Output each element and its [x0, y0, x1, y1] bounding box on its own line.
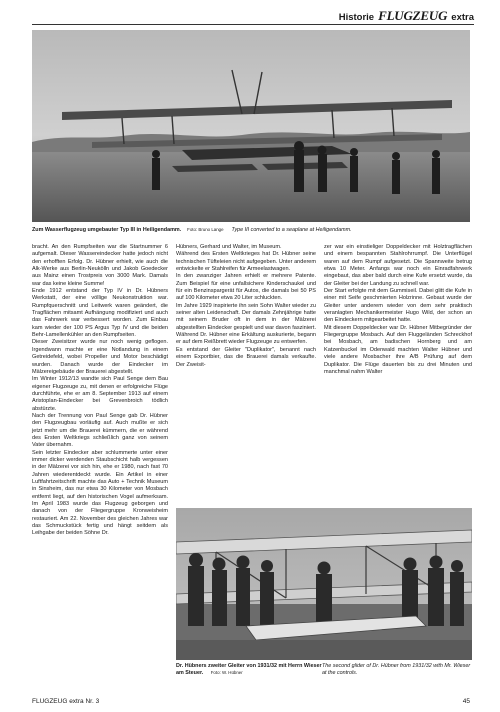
photo2-caption-de: Dr. Hübners zweiter Gleiter von 1931/32 mit Herrn Wieser am Steuer.: [176, 663, 322, 676]
paragraph: bracht. An den Rumpfseiten war die Startnummer 6 aufgemalt. Dieser Wassereindecker hatte jedoch nicht den erhofften Erfolg. Dr. Hübner erhielt, wie auch die Alk-Werke aus Berlin-Neukölln und Jakob Goedecker aus Mainz einen Trostpreis von 3000 Mark. Damals war das keine kleine Summe!: [32, 244, 168, 287]
photo2-caption: [176, 663, 472, 676]
text-column-3: [324, 244, 472, 376]
paragraph: Im Winter 1912/13 wandte sich Paul Senge dem Bau eigener Flugzeuge zu, mit denen er erfolgreiche Flüge durchführte, ehe er am 8. September 1913 auf einem Aristoplan-Eindecker bei Grevenbroich tödlich abstürzte.: [32, 376, 168, 412]
photo-seaplane: [32, 30, 470, 222]
photo-glider: [176, 508, 472, 660]
photo2-caption-en: The second glider of Dr. Hübner from 1931/32 with Mr. Wieser at the controls.: [322, 663, 471, 676]
paragraph: Im Jahre 1929 inspirierte ihn sein Sohn Walter wieder zu seiner alten Leidenschaft. Der damals Zehnjährige hatte mit seinem Bruder oft in dem in der Mälzerei abgestellten Eindecker gespielt und war davon fasziniert. Während Dr. Hübner eine Erkältung auskurierte, begann er auf dem Reißbrett wieder Flugzeuge zu entwerfen.: [176, 302, 316, 346]
brand-logo: FLUGZEUG: [378, 8, 448, 23]
paragraph: Während des Ersten Weltkrieges hat Dr. Hübner seine technischen Tüfteleien nicht aufgegeben. Unter anderem entwickelte er Stahlreifen für Armeelastwagen.: [176, 251, 316, 273]
photo2-caption-left: [176, 663, 322, 676]
paragraph: Dieser Zweisitzer wurde nur noch wenig geflogen. Irgendwann machte er eine Notlandung in einem Getreidefeld, wobei Propeller und Motor beschädigt wurden. Danach wurde der Eindecker im Mälzereigebäude der Brauerei abgestellt.: [32, 339, 168, 375]
page-number: 45: [462, 698, 470, 705]
header-rule: [32, 24, 474, 25]
paragraph: Mit diesem Doppeldecker war Dr. Hübner Mitbegründer der Fliegergruppe Mosbach. Auf den Fluggeländen Schreckhof bei Mosbach, am badischen Hornberg und am Katzenbuckel im Odenwald machten Walter Hübner und viele andere Mosbacher ihre A/B Prüfung auf dem Duplikator. Die Flüge dauerten bis zu drei Minuten und manchmal nahm Walter: [324, 324, 472, 375]
paragraph: Sein letzter Eindecker aber schlummerte unter einer immer dicker werdenden Staubschicht halb vergessen in der Mälzerei vor sich hin, ehe er 1980, nach fast 70 Jahren wiederentdeckt wurde. Ein Artikel in einer Luftfahrtzeitschrift machte das Auto + Technik Museum in Sinsheim, das nur etwa 30 Kilometer von Mosbach entfernt liegt, auf den historischen Vogel aufmerksam. Im April 1983 wurde das Flugzeug geborgen und danach von der Fliegergruppe Kronweisheim restauriert. Am 22. November des gleichen Jahres war das Schmuckstück fertig und hängt seitdem als Leihgabe der beiden Söhne Dr.: [32, 449, 168, 537]
section-label: Historie: [338, 12, 375, 23]
brand-tag: extra: [451, 12, 474, 23]
seaplane-photo-illustration: [32, 30, 470, 222]
page-header: [339, 8, 474, 24]
photo1-credit: Foto: Bruno Lange: [187, 227, 224, 232]
text-column-2: [176, 244, 316, 369]
photo2-credit: Foto: W. Hübner: [210, 669, 243, 675]
paragraph: Nach der Trennung von Paul Senge gab Dr. Hübner den Flugzeugbau vorläufig auf. Auch mußte er sich jetzt mehr um die Brauerei kümmern, die er während des Ersten Weltkriegs schließlich ganz von seinem Vater übernahm.: [32, 412, 168, 449]
photo1-caption-en: Type III converted to a seaplane at Heiligendamm.: [231, 227, 352, 233]
text-column-1: [32, 244, 168, 538]
paragraph: Hübners, Gerhard und Walter, im Museum.: [176, 244, 282, 250]
paragraph: Es entstand der Gleiter "Duplikator", benannt nach einem Exportbier, das die Brauerei damals verkaufte. Der Zweisit-: [176, 346, 316, 368]
photo1-caption-de: Zum Wasserflugzeug umgebauter Typ III in Heiligendamm.: [32, 227, 182, 233]
paragraph: Ende 1912 entstand der Typ IV in Dr. Hübners Werkstatt, der eine völlige Neukonstruktion war. Rumpfquerschnitt und Leitwerk waren geändert, die Tragflächen mitsamt Aufhängung modifiziert und auch das Fahrwerk war verbessert worden. Zum Einbau kam wieder der 100 PS Argus Typ IV und die beiden Behr-Lamellenkühler an den Rumpfseiten.: [32, 288, 168, 339]
paragraph: zer war ein einstieliger Doppeldecker mit Holztragflächen und einem bespannten Stahlrohrrumpf. Die Unterflügel waren auf dem Rumpf aufgesetzt. Die Spannweite betrug etwa 10 Meter. Anfangs war noch ein Einradfahrwerk eingebaut, das aber bald durch eine Kufe ersetzt wurde, da der Gleiter bei der Landung zu schnell war.: [324, 244, 472, 287]
glider-photo-illustration: [176, 508, 472, 660]
photo1-caption: [32, 226, 472, 234]
paragraph: Der Start erfolgte mit dem Gummiseil. Dabei glitt die Kufe in einer mit Seife geschmierten Holzrinne. Gebaut wurde der Gleiter unter anderem wieder von dem sehr praktisch veranlagten Mechanikermeister Hugo Wild, der schon an den Eindeckern mitgearbeitet hatte.: [324, 288, 472, 324]
paragraph: In den zwanziger Jahren erhielt er mehrere Patente. Zum Beispiel für eine unfallsichere Kinderschaukel und für ein Benzinspargerät für Autos, die damals bei 50 PS auf 100 Kilometer etwa 20 Liter schluckten.: [176, 273, 316, 302]
footer-issue: FLUGZEUG extra Nr. 3: [32, 698, 100, 705]
